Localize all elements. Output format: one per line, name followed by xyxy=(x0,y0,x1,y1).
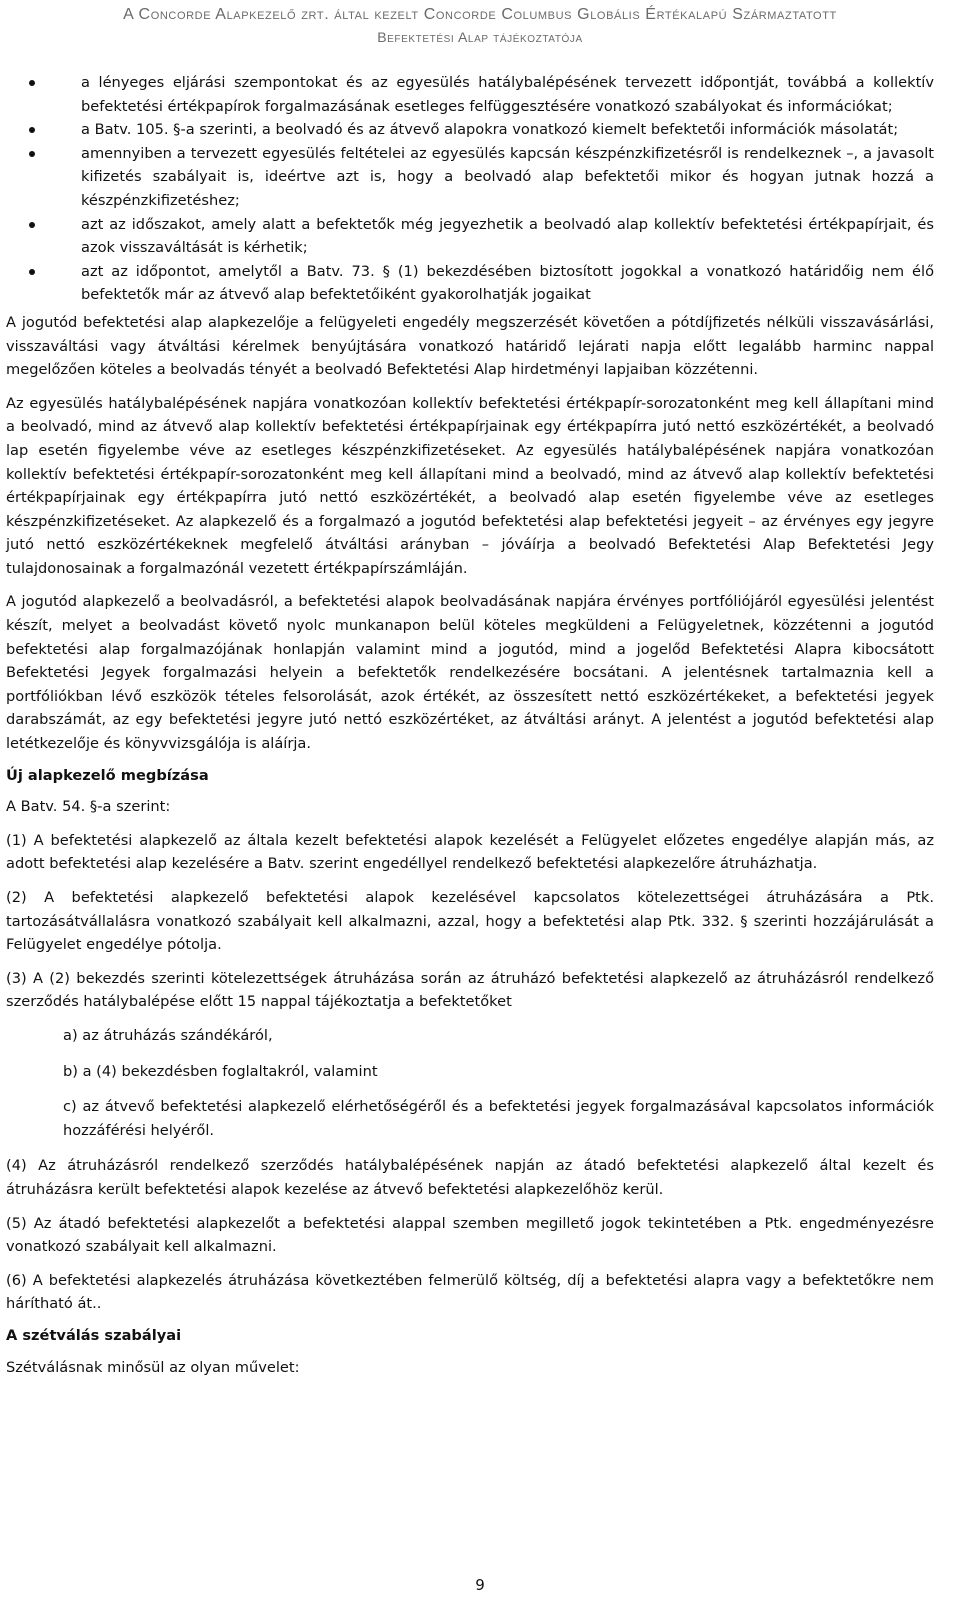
list-item: a Batv. 105. §-a szerinti, a beolvadó és az átvevő alapokra vonatkozó kiemelt befektetői információk másolatát; xyxy=(6,118,934,142)
list-item: amennyiben a tervezett egyesülés feltételei az egyesülés kapcsán készpénzkifizetésről is rendelkeznek –, a javasolt kifizetés szabályait is, ideértve azt is, hogy a beolvadó alap befektetői mikor és hogyan jutnak hozzá a készpénzkifizetéshez; xyxy=(6,142,934,213)
header-line-1: A Concorde Alapkezelő zrt. által kezelt Concorde Columbus Globális Értékalapú Származtatott xyxy=(123,6,837,23)
clause-item: (1) A befektetési alapkezelő az általa kezelt befektetési alapok kezelését a Felügyelet előzetes engedélye alapján más, az adott befektetési alap kezelésére a Batv. szerint engedéllyel rendelkező befektetési alapkezelőre átruházhatja. xyxy=(6,831,934,873)
sub-clause-item: b) a (4) bekezdésben foglaltakról, valamint xyxy=(63,1062,378,1080)
sub-clause-item: c) az átvevő befektetési alapkezelő elérhetőségéről és a befektetési jegyek forgalmazásával kapcsolatos információk hozzáférési helyéről. xyxy=(63,1098,934,1139)
document-body xyxy=(6,71,934,1389)
clause-item: (4) Az átruházásról rendelkező szerződés hatálybalépésének napján az átadó befektetési alapkezelő által kezelt és átruházásra került befektetési alapok kezelése az átvevő befektetési alapkezelőhöz kerül. xyxy=(6,1157,934,1198)
bullet-list xyxy=(6,71,934,307)
list-item: azt az időpontot, amelytől a Batv. 73. § (1) bekezdésében biztosított jogokkal a vonatkozó határidőig nem élő befektetők már az átvevő alap befektetőiként gyakorolhatják jogaikat xyxy=(6,260,934,307)
sub-clause-item: a) az átruházás szándékáról, xyxy=(63,1026,273,1044)
paragraph-net-asset-value: Az egyesülés hatálybalépésének napjára vonatkozóan kollektív befektetési értékpapír-sorozatonként meg kell állapítani mind a beolvadó, mind az átvevő alap kollektív befektetési értékpapírjainak egy értékpapírra jutó nettó eszközértékét, a beolvadó lap esetén figyelembe véve az esetleges készpénzkifizetéseket. Az egyesülés hatálybalépésének napjára vonatkozóan kollektív befektetési értékpapír-sorozatonként meg kell állapítani mind a beolvadó, mind az átvevő alap kollektív befektetési értékpapírjainak egy értékpapírra jutó nettó eszközértékét, a beolvadó alap esetén figyelembe véve az esetleges készpénzkifizetéseket. Az alapkezelő és a forgalmazó a jogutód befektetési alap befektetési jegyeit – az érvényes egy jegyre jutó nettó eszközértékeknek megfelelő átváltási arányban – jóváírja a beolvadó Befektetési Alap Befektetési Jegy tulajdonosainak a forgalmazónál vezetett értékpapírszámláján. xyxy=(6,394,934,577)
paragraph-publication: A jogutód befektetési alap alapkezelője a felügyeleti engedély megszerzését követően a pótdíjfizetés nélküli visszavásárlási, visszaváltási vagy átváltási kérelmek benyújtására vonatkozó határidő lejárati napja előtt legalább harminc nappal megelőzően köteles a beolvadás tényét a beolvadó Befektetési Alap hirdetményi lapjaiban közzétenni. xyxy=(6,313,934,379)
section-intro: A Batv. 54. §-a szerint: xyxy=(6,798,171,816)
header-line-2: Befektetési Alap tájékoztatója xyxy=(377,29,583,45)
clause-item: (2) A befektetési alapkezelő befektetési alapok kezelésével kapcsolatos kötelezettségei átruházására a Ptk. tartozásátvállalásra vonatkozó szabályait kell alkalmazni, azzal, hogy a befektetési alap Ptk. 332. § szerinti hozzájárulását a Felügyelet engedélye pótolja. xyxy=(6,889,934,954)
section-heading-demerger: A szétválás szabályai xyxy=(6,1326,182,1344)
section-intro: Szétválásnak minősül az olyan művelet: xyxy=(6,1358,300,1376)
list-item: azt az időszakot, amely alatt a befektetők még jegyezhetik a beolvadó alap kollektív befektetési értékpapírjait, és azok visszaváltását is kérhetik; xyxy=(6,213,934,260)
list-item: a lényeges eljárási szempontokat és az egyesülés hatálybalépésének tervezett időpontját, továbbá a kollektív befektetési értékpapírok forgalmazásának esetleges felfüggesztésére vonatkozó szabályokat és információkat; xyxy=(6,71,934,118)
paragraph-merger-report: A jogutód alapkezelő a beolvadásról, a befektetési alapok beolvadásának napjára érvényes portfóliójáról egyesülési jelentést készít, melyet a beolvadást követő nyolc munkanapon belül köteles megküldeni a Felügyeletnek, közzétenni a jogutód befektetési alap forgalmazójának honlapján valamint mind a jogutód, mind a jogelőd Befektetési Alapra kibocsátott Befektetési Jegyek forgalmazási helyein a befektetők rendelkezésére bocsátani. A jelentésnek tartalmaznia kell a portfóliókban lévő eszközök tételes felsorolását, azok értékét, az összesített nettó eszközértékeket, a befektetési jegyek darabszámát, az egy befektetési jegyre jutó nettó eszközértéket, az átváltási arányt. A jelentést a jogutód befektetési alap letétkezelője és könyvvizsgálója is aláírja. xyxy=(6,593,934,753)
document-header xyxy=(0,4,960,48)
clause-item: (5) Az átadó befektetési alapkezelőt a befektetési alappal szemben megillető jogok tekintetében a Ptk. engedményezésre vonatkozó szabályait kell alkalmazni. xyxy=(6,1214,934,1256)
clause-item: (6) A befektetési alapkezelés átruházása következtében felmerülő költség, díj a befektetési alapra vagy a befektetőkre nem hárítható át.. xyxy=(6,1271,934,1313)
section-heading-new-manager: Új alapkezelő megbízása xyxy=(6,766,209,784)
clause-item: (3) A (2) bekezdés szerinti kötelezettségek átruházása során az átruházó befektetési alapkezelő az átruházásról rendelkező szerződés hatálybalépése előtt 15 nappal tájékoztatja a befektetőket xyxy=(6,969,934,1011)
page-number: 9 xyxy=(475,1576,485,1594)
